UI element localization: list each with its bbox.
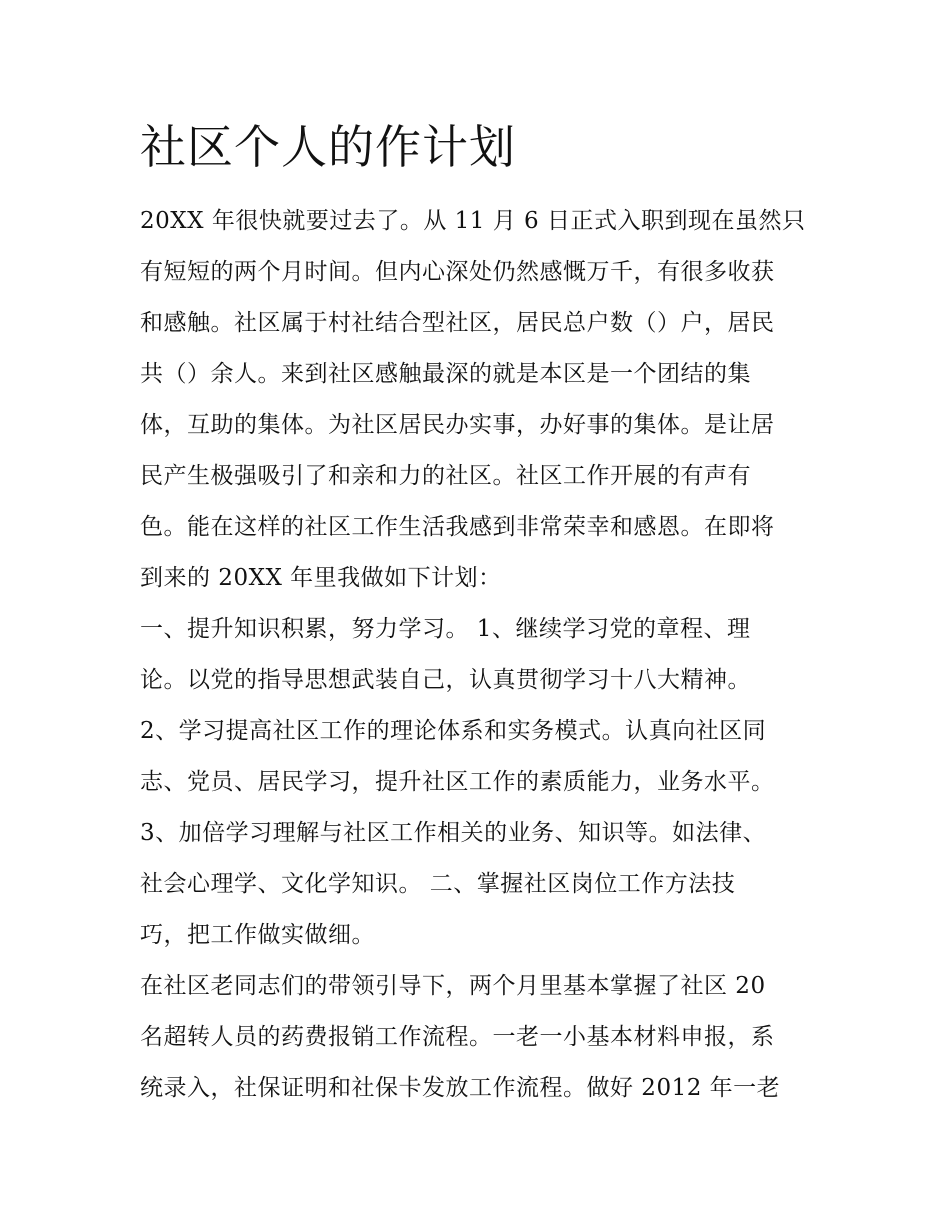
body-line: 有短短的两个月时间。但内心深处仍然感慨万千，有很多收获 [140, 259, 775, 285]
document-title: 社区个人的作计划 [140, 120, 516, 174]
body-line: 名超转人员的药费报销工作流程。一老一小基本材料申报，系 [140, 1024, 775, 1050]
body-line: 共（）余人。来到社区感触最深的就是本区是一个团结的集 [140, 361, 751, 387]
body-line: 志、党员、居民学习，提升社区工作的素质能力，业务水平。 [140, 769, 775, 795]
body-line: 社会心理学、文化学知识。 二、掌握社区岗位工作方法技 [140, 871, 736, 897]
body-line: 体，互助的集体。为社区居民办实事，办好事的集体。是让居 [140, 412, 775, 438]
body-line: 在社区老同志们的带领引导下，两个月里基本掌握了社区 20 [140, 973, 766, 999]
body-line: 统录入，社保证明和社保卡发放工作流程。做好 2012 年一老 [140, 1075, 781, 1101]
body-line: 色。能在这样的社区工作生活我感到非常荣幸和感恩。在即将 [140, 514, 775, 540]
body-line: 2、学习提高社区工作的理论体系和实务模式。认真向社区同 [140, 718, 767, 744]
document-body [140, 196, 820, 1114]
body-line: 到来的 20XX 年里我做如下计划： [140, 565, 502, 591]
body-line: 民产生极强吸引了和亲和力的社区。社区工作开展的有声有 [140, 463, 751, 489]
body-line: 3、加倍学习理解与社区工作相关的业务、知识等。如法律、 [140, 820, 767, 846]
body-line: 20XX 年很快就要过去了。从 11 月 6 日正式入职到现在虽然只 [140, 208, 806, 234]
body-line: 和感触。社区属于村社结合型社区，居民总户数（）户，居民 [140, 310, 775, 336]
body-line: 论。以党的指导思想武装自己，认真贯彻学习十八大精神。 [140, 667, 751, 693]
body-line: 一、提升知识积累，努力学习。 1、继续学习党的章程、理 [140, 616, 751, 642]
body-line: 巧，把工作做实做细。 [140, 922, 375, 948]
